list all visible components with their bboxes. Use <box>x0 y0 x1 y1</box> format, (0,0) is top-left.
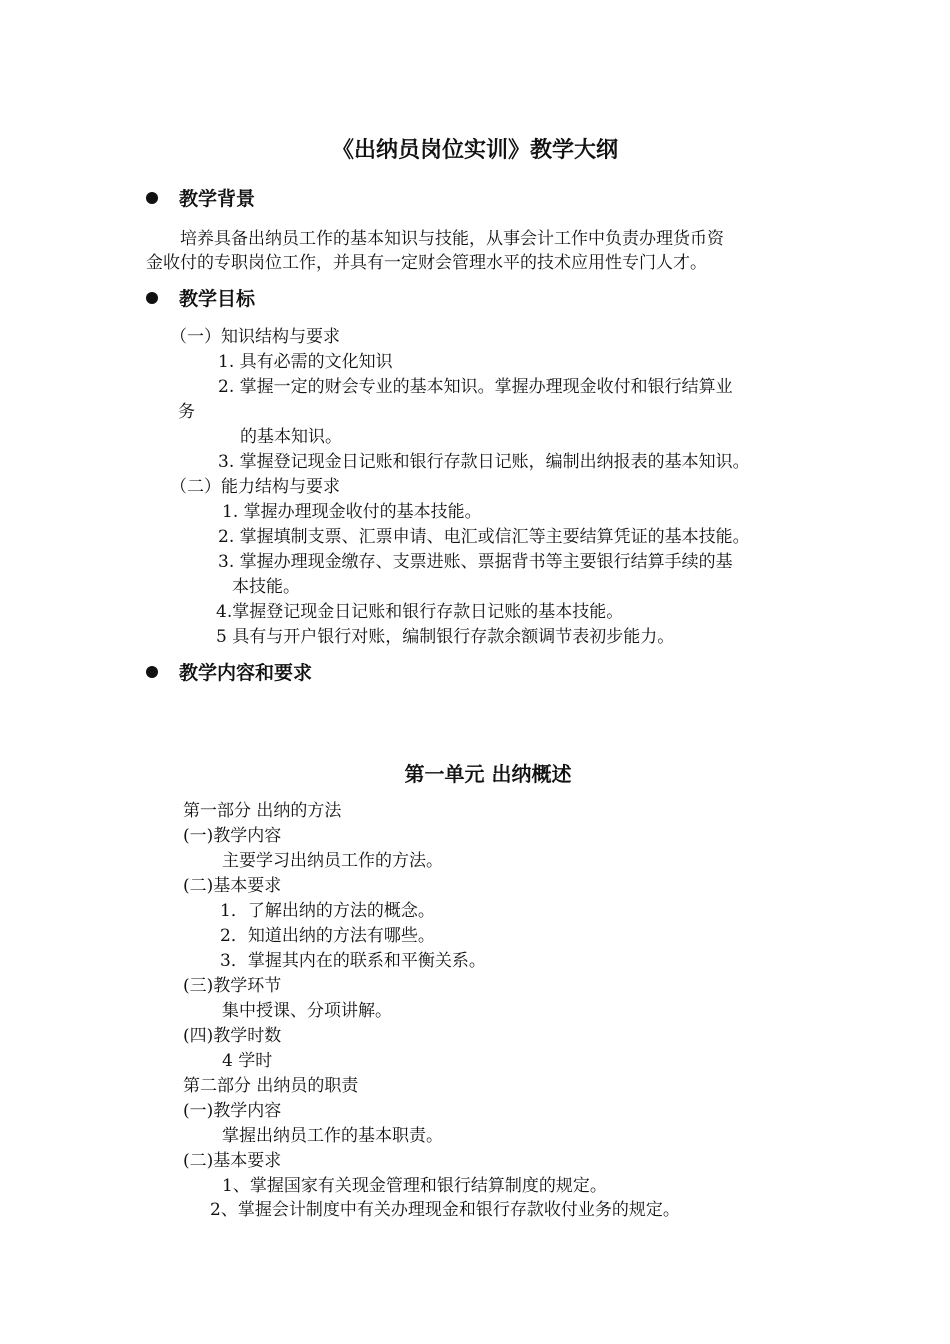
background-text-line: 培养具备出纳员工作的基本知识与技能，从事会计工作中负责办理货币资 <box>180 229 724 249</box>
list-item: 2. 掌握填制支票、汇票申请、电汇或信汇等主要结算凭证的基本技能。 <box>218 527 750 547</box>
list-item: 1. 具有必需的文化知识 <box>218 352 393 372</box>
bullet-icon <box>146 666 158 678</box>
item-text: 掌握出纳员工作的基本职责。 <box>222 1126 443 1146</box>
item-text: 4 学时 <box>222 1051 273 1071</box>
list-item: 3. 掌握登记现金日记账和银行存款日记账，编制出纳报表的基本知识。 <box>218 452 750 472</box>
list-item: 5 具有与开户银行对账，编制银行存款余额调节表初步能力。 <box>216 627 675 647</box>
list-item: 2．知道出纳的方法有哪些。 <box>220 926 435 946</box>
part-title: 第一部分 出纳的方法 <box>183 801 342 821</box>
list-item: 3. 掌握办理现金缴存、支票进账、票据背书等主要银行结算手续的基 <box>218 552 733 572</box>
list-item: 2. 掌握一定的财会专业的基本知识。掌握办理现金收付和银行结算业 <box>218 377 733 397</box>
list-item-continuation: 本技能。 <box>232 577 300 597</box>
list-item: 1、掌握国家有关现金管理和银行结算制度的规定。 <box>222 1176 607 1196</box>
part-title: 第二部分 出纳员的职责 <box>183 1076 359 1096</box>
section-heading-label: 教学背景 <box>179 188 256 210</box>
subsection-title: （二）能力结构与要求 <box>170 477 340 497</box>
item-label: (四)教学时数 <box>183 1026 282 1046</box>
background-text-line: 金收付的专职岗位工作，并具有一定财会管理水平的技术应用性专门人才。 <box>146 253 707 273</box>
item-label: (二)基本要求 <box>183 1151 282 1171</box>
item-label: (一)教学内容 <box>183 1101 282 1121</box>
unit-title: 第一单元 出纳概述 <box>404 762 572 786</box>
section-heading-goals <box>146 287 255 311</box>
list-item-continuation: 的基本知识。 <box>240 427 342 447</box>
item-label: (三)教学环节 <box>183 976 282 996</box>
document-title: 《出纳员岗位实训》教学大纲 <box>331 138 618 163</box>
section-heading-background <box>146 187 255 211</box>
item-text: 主要学习出纳员工作的方法。 <box>222 851 443 871</box>
section-heading-label: 教学内容和要求 <box>179 662 313 684</box>
list-item: 1. 掌握办理现金收付的基本技能。 <box>222 502 482 522</box>
list-item: 3．掌握其内在的联系和平衡关系。 <box>220 951 486 971</box>
item-text: 集中授课、分项讲解。 <box>222 1001 392 1021</box>
section-heading-content <box>146 661 312 685</box>
list-item: 4.掌握登记现金日记账和银行存款日记账的基本技能。 <box>216 602 624 622</box>
list-item: 2、掌握会计制度中有关办理现金和银行存款收付业务的规定。 <box>210 1200 680 1220</box>
list-item-continuation: 务 <box>178 402 195 422</box>
bullet-icon <box>146 292 158 304</box>
section-heading-label: 教学目标 <box>179 288 256 310</box>
item-label: (二)基本要求 <box>183 876 282 896</box>
item-label: (一)教学内容 <box>183 826 282 846</box>
list-item: 1．了解出纳的方法的概念。 <box>220 901 435 921</box>
subsection-title: （一）知识结构与要求 <box>170 327 340 347</box>
bullet-icon <box>146 192 158 204</box>
